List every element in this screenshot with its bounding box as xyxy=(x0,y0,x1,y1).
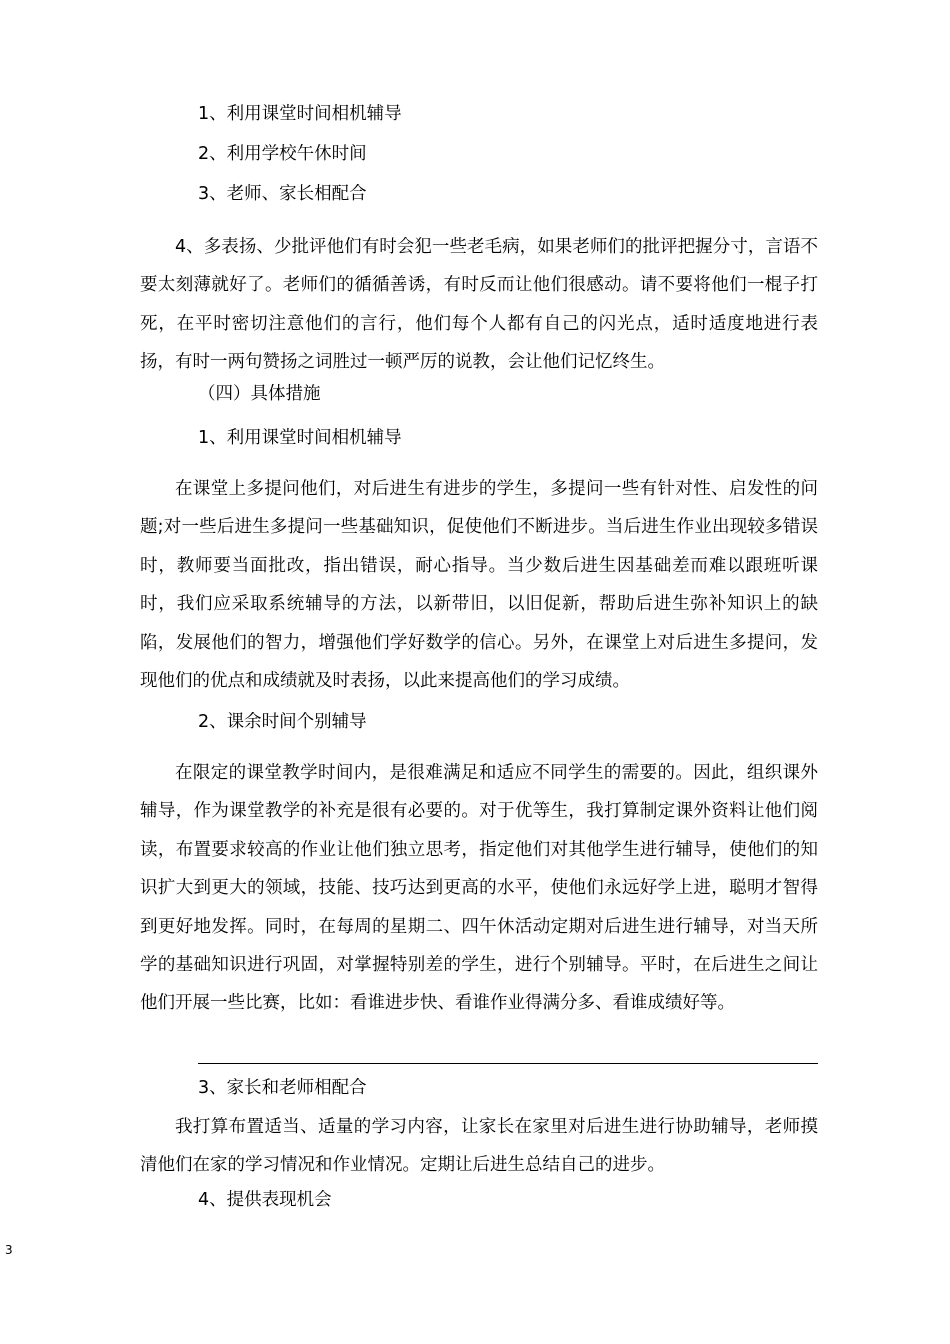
list-item-classroom-tutoring: 1、利用课堂时间相机辅导 xyxy=(198,104,402,124)
horizontal-rule xyxy=(198,1063,818,1064)
subheading-parents-teachers: 3、家长和老师相配合 xyxy=(198,1078,367,1098)
paragraph-after-class: 在限定的课堂教学时间内，是很难满足和适应不同学生的需要的。因此，组织课外辅导，作为课堂教学的补充是很有必要的。对于优等生，我打算制定课外资料让他们阅读，布置要求较高的作业让他们独立思考，指定他们对其他学生进行辅导，使他们的知识扩大到更大的领域，技能、技巧达到更高的水平，使他们永远好学上进，聪明才智得到更好地发挥。同时，在每周的星期二、四午休活动定期对后进生进行辅导，对当天所学的基础知识进行巩固，对掌握特别差的学生，进行个别辅导。平时，在后进生之间让他们开展一些比赛，比如：看谁进步快、看谁作业得满分多、看谁成绩好等。 xyxy=(140,763,818,1014)
paragraph-praise-more: 4、多表扬、少批评他们有时会犯一些老毛病，如果老师们的批评把握分寸，言语不要太刻薄就好了。老师们的循循善诱，有时反而让他们很感动。请不要将他们一棍子打死，在平时密切注意他们的言行，他们每个人都有自己的闪光点，适时适度地进行表扬，有时一两句赞扬之词胜过一顿严厉的说教，会让他们记忆终生。 xyxy=(140,237,818,373)
subheading-opportunities: 4、提供表现机会 xyxy=(198,1190,332,1210)
paragraph-classroom-questions: 在课堂上多提问他们，对后进生有进步的学生，多提问一些有针对性、启发性的问题;对一些后进生多提问一些基础知识，促使他们不断进步。当后进生作业出现较多错误时，教师要当面批改，指出错误，耐心指导。当少数后进生因基础差而难以跟班听课时，我们应采取系统辅导的方法，以新带旧，以旧促新，帮助后进生弥补知识上的缺陷，发展他们的智力，增强他们学好数学的信心。另外，在课堂上对后进生多提问，发现他们的优点和成绩就及时表扬，以此来提高他们的学习成绩。 xyxy=(140,479,818,692)
page-number: 3 xyxy=(5,1243,13,1257)
subheading-classroom-tutoring: 1、利用课堂时间相机辅导 xyxy=(198,428,402,448)
list-item-teacher-parent: 3、老师、家长相配合 xyxy=(198,184,367,204)
section-heading-measures: （四）具体措施 xyxy=(198,384,321,404)
paragraph-parents-assist: 我打算布置适当、适量的学习内容，让家长在家里对后进生进行协助辅导，老师摸清他们在家的学习情况和作业情况。定期让后进生总结自己的进步。 xyxy=(140,1117,818,1176)
list-item-noon-break: 2、利用学校午休时间 xyxy=(198,144,367,164)
subheading-after-class-tutoring: 2、课余时间个别辅导 xyxy=(198,712,367,732)
